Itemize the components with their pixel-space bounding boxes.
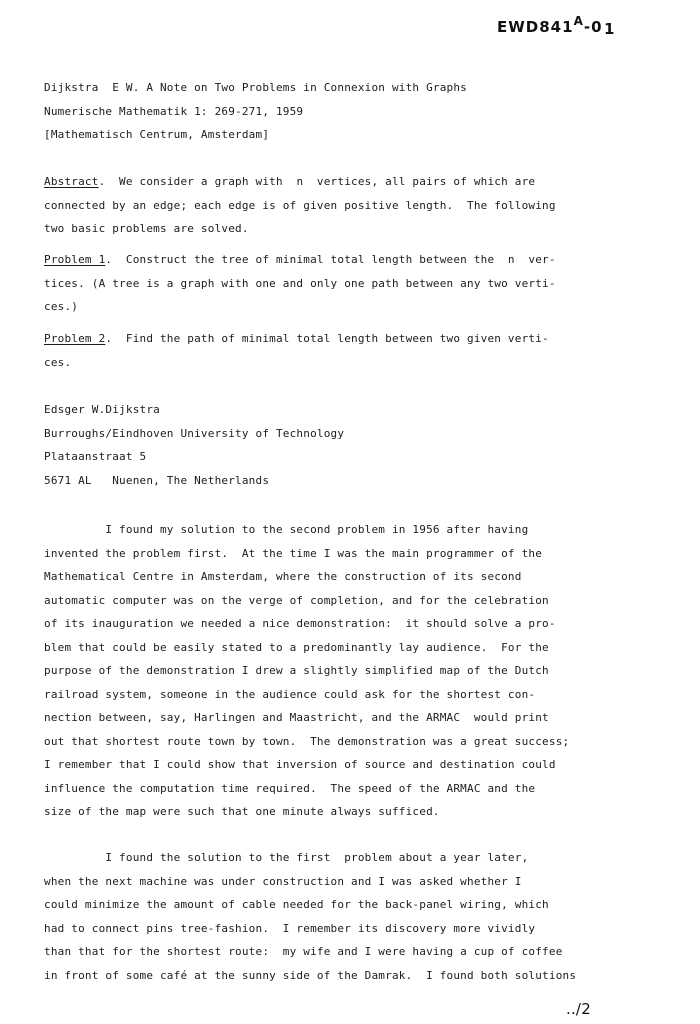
paragraph-line: automatic computer was on the verge of completion, and for the celebration: [44, 593, 549, 607]
paragraph-line: I found my solution to the second problem in 1956 after having: [44, 523, 529, 536]
code-main: EWD841: [497, 18, 574, 36]
paragraph-line: of its inauguration we needed a nice demonstration: it should solve a pro-: [44, 617, 556, 630]
paragraph-line: had to connect pins tree-fashion. I remember its discovery more vividly: [44, 921, 536, 935]
abstract-label: Abstract: [44, 175, 99, 188]
paragraph-line: purpose of the demonstration I drew a slightly simplified map of the Dutch: [44, 664, 549, 677]
citation-line: [Mathematisch Centrum, Amsterdam]: [44, 128, 270, 141]
author-address-block: [44, 398, 604, 492]
paragraph-line: invented the problem first. At the time I was the main programmer of the: [44, 546, 543, 560]
problem-2-block: [44, 327, 604, 374]
paragraph-line: blem that could be easily stated to a predominantly lay audience. For the: [44, 640, 549, 654]
paragraph-line: than that for the shortest route: my wife and I were having a cup of coffee: [44, 945, 563, 958]
address-line: Burroughs/Eindhoven University of Technology: [44, 426, 345, 440]
problem-1-block: [44, 248, 604, 319]
body-paragraph-1: [44, 518, 604, 824]
abstract-line: two basic problems are solved.: [44, 222, 249, 235]
abstract-line: connected by an edge; each edge is of given positive length. The following: [44, 198, 556, 212]
citation-line: Numerische Mathematik 1: 269-271, 1959: [44, 104, 304, 118]
code-superscript: A: [573, 14, 584, 28]
problem-2-line: ces.: [44, 355, 72, 369]
address-line: 5671 AL Nuenen, The Netherlands: [44, 473, 270, 487]
paragraph-line: Mathematical Centre in Amsterdam, where the construction of its second: [44, 570, 522, 583]
abstract-text: . We consider a graph with n vertices, all pairs of which are: [98, 175, 536, 188]
problem-1-text: . Construct the tree of minimal total length between the n ver-: [105, 253, 556, 266]
problem-1-line: ces.): [44, 300, 79, 313]
problem-2-line: [44, 327, 604, 351]
citation-line: Dijkstra E W. A Note on Two Problems in Connexion with Graphs: [44, 81, 467, 94]
paragraph-line: in front of some café at the sunny side of the Damrak. I found both solutions: [44, 968, 577, 982]
paragraph-line: I remember that I could show that inversion of source and destination could: [44, 758, 556, 771]
paragraph-line: could minimize the amount of cable needed for the back-panel wiring, which: [44, 898, 549, 911]
paragraph-line: when the next machine was under construction and I was asked whether I: [44, 874, 522, 888]
code-suffix: -0: [583, 18, 603, 36]
problem-1-line: [44, 248, 604, 272]
abstract-line: [44, 170, 604, 194]
address-line: Plataanstraat 5: [44, 450, 147, 463]
paragraph-line: nection between, say, Harlingen and Maastricht, and the ARMAC would print: [44, 711, 549, 724]
problem-2-text: . Find the path of minimal total length between two given verti-: [105, 332, 549, 345]
problem-1-label: Problem 1: [44, 253, 106, 266]
continuation-marker: ../2: [566, 1000, 591, 1018]
paragraph-line: size of the map were such that one minute always sufficed.: [44, 805, 440, 818]
address-line: Edsger W.Dijkstra: [44, 403, 160, 416]
paragraph-line: out that shortest route town by town. The demonstration was a great success;: [44, 734, 570, 748]
abstract-block: [44, 170, 604, 241]
citation-block: [44, 76, 604, 147]
paragraph-line: I found the solution to the first problem about a year later,: [44, 851, 529, 864]
handwritten-page-number: 1: [604, 20, 615, 38]
handwritten-document-code: [497, 14, 603, 36]
problem-1-line: tices. (A tree is a graph with one and only one path between any two verti-: [44, 276, 556, 290]
body-paragraph-2: [44, 846, 604, 987]
paragraph-line: influence the computation time required. The speed of the ARMAC and the: [44, 781, 536, 795]
paragraph-line: railroad system, someone in the audience could ask for the shortest con-: [44, 687, 536, 701]
problem-2-label: Problem 2: [44, 332, 106, 345]
